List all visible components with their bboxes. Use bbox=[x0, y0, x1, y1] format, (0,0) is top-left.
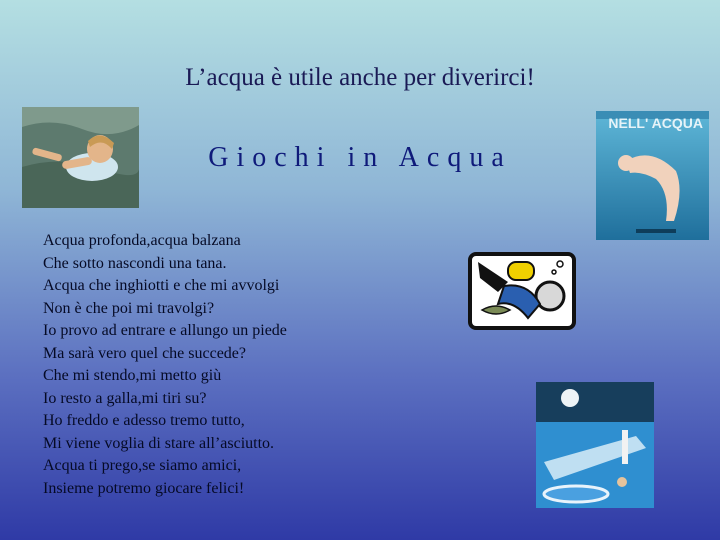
poem-line: Acqua ti prego,se siamo amici, bbox=[43, 457, 242, 474]
poem-line: Che mi stendo,mi metto giù bbox=[43, 367, 222, 384]
child-swimming-photo bbox=[22, 107, 139, 208]
slide-title: L’acqua è utile anche per diverirci! bbox=[185, 64, 535, 91]
poem-line: Che sotto nascondi una tana. bbox=[43, 254, 227, 272]
poem-line: Acqua che inghiotti e che mi avvolgi bbox=[43, 277, 280, 294]
poem-line: Io resto a galla,mi tiri su? bbox=[43, 389, 207, 407]
poem-line: Mi viene voglia di stare all’asciutto. bbox=[43, 434, 275, 452]
book-cover-title: NELL' ACQUA bbox=[608, 115, 703, 131]
poem-line: Non è che poi mi travolgi? bbox=[43, 299, 215, 317]
book-cover-image bbox=[596, 111, 709, 240]
poem-line: Acqua profonda,acqua balzana bbox=[43, 232, 241, 249]
poem-line: Ho freddo e adesso tremo tutto, bbox=[43, 412, 245, 429]
poem-line: Ma sarà vero quel che succede? bbox=[43, 344, 246, 362]
poem-line: Io provo ad entrare e allungo un piede bbox=[43, 322, 287, 339]
poem-text bbox=[43, 230, 287, 500]
slide-subtitle: Giochi in Acqua bbox=[208, 142, 512, 173]
diver-clipart bbox=[468, 252, 576, 330]
poem-line: Insieme potremo giocare felici! bbox=[43, 479, 245, 497]
pool-photo bbox=[536, 382, 654, 508]
